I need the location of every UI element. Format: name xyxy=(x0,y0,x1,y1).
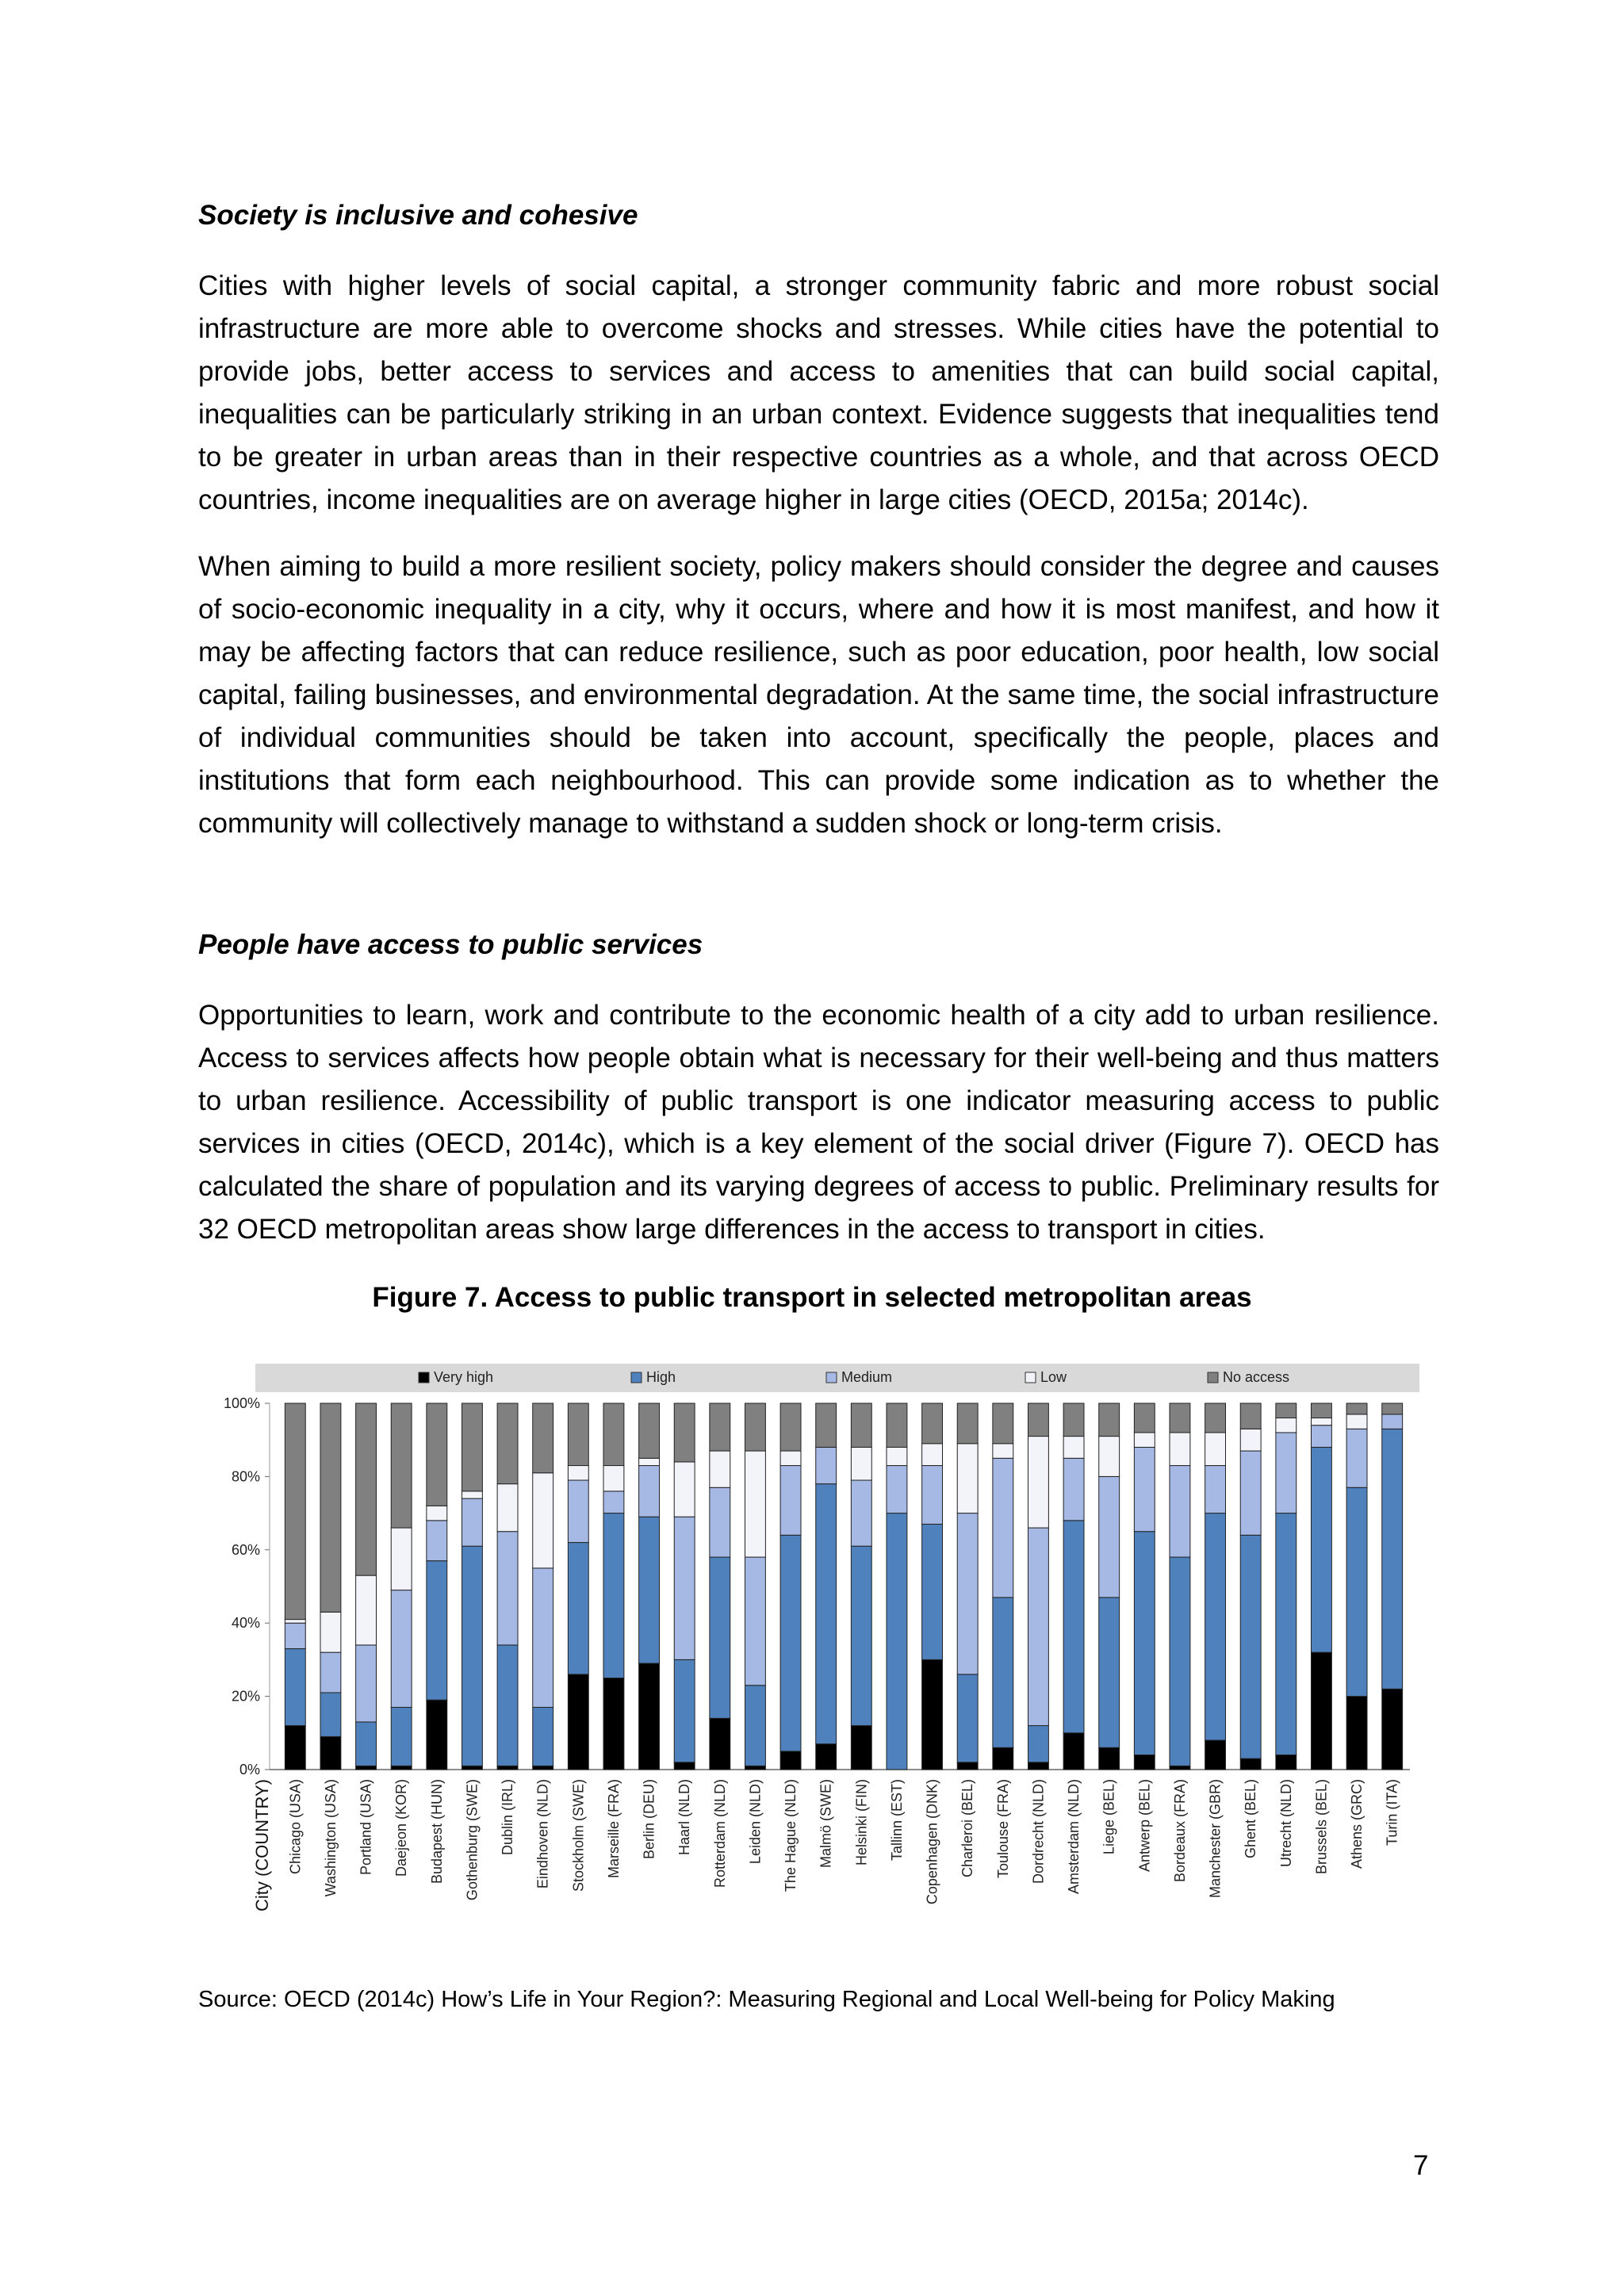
x-tick-label: Amsterdam (NLD) xyxy=(1066,1779,1082,1895)
bar-segment xyxy=(639,1663,660,1770)
bar-segment xyxy=(285,1623,305,1648)
bar-stack xyxy=(710,1403,730,1770)
bar-segment xyxy=(497,1532,518,1645)
bar-segment xyxy=(1276,1513,1297,1755)
bar-stack xyxy=(816,1403,837,1770)
bar-segment xyxy=(285,1649,305,1726)
bar-segment xyxy=(1276,1433,1297,1513)
bar-stack xyxy=(1134,1403,1155,1770)
bar-segment xyxy=(1311,1425,1331,1448)
bar-segment xyxy=(993,1747,1013,1770)
bar-segment xyxy=(356,1575,377,1645)
bar-segment xyxy=(780,1751,801,1770)
bar-segment xyxy=(922,1466,943,1525)
bar-segment xyxy=(462,1546,482,1766)
bar-segment xyxy=(957,1762,978,1770)
y-tick-label: 0% xyxy=(239,1762,260,1777)
x-tick-label: Dordrecht (NLD) xyxy=(1030,1779,1047,1885)
x-tick-label: Brussels (BEL) xyxy=(1313,1779,1330,1875)
bar-segment xyxy=(1346,1414,1367,1429)
bar-segment xyxy=(603,1491,624,1513)
bar-stack xyxy=(639,1403,660,1770)
bar-segment xyxy=(957,1403,978,1444)
bar-stack xyxy=(603,1403,624,1770)
bar-segment xyxy=(533,1473,553,1568)
bar-segment xyxy=(816,1447,837,1483)
bar-segment xyxy=(1346,1487,1367,1696)
bar-stack xyxy=(391,1403,412,1770)
bar-segment xyxy=(603,1678,624,1770)
x-tick-label: Rotterdam (NLD) xyxy=(711,1779,728,1888)
legend-label: Very high xyxy=(434,1369,494,1385)
bar-segment xyxy=(320,1612,341,1652)
chart-bars xyxy=(285,1403,1402,1770)
bar-segment xyxy=(1134,1433,1155,1447)
x-tick-label: Charleroi (BEL) xyxy=(959,1779,976,1878)
bar-segment xyxy=(391,1528,412,1590)
bar-segment xyxy=(674,1659,695,1762)
bar-stack xyxy=(1028,1403,1048,1770)
bar-segment xyxy=(993,1458,1013,1598)
section-paragraph xyxy=(198,545,1439,845)
bar-segment xyxy=(603,1466,624,1491)
bar-segment xyxy=(1134,1532,1155,1755)
y-tick-label: 80% xyxy=(231,1468,260,1485)
bar-segment xyxy=(1205,1433,1226,1466)
x-tick-label: Copenhagen (DNK) xyxy=(924,1779,940,1905)
bar-segment xyxy=(356,1403,377,1575)
bar-stack xyxy=(356,1403,377,1770)
bar-segment xyxy=(816,1484,837,1744)
bar-segment xyxy=(674,1517,695,1659)
bar-segment xyxy=(1382,1429,1403,1689)
x-tick-label: Daejeon (KOR) xyxy=(393,1779,410,1877)
bar-segment xyxy=(1382,1689,1403,1770)
bar-segment xyxy=(356,1645,377,1722)
stacked-bar-chart xyxy=(206,1332,1419,1934)
bar-segment xyxy=(427,1403,447,1506)
bar-segment xyxy=(533,1707,553,1766)
bar-segment xyxy=(1170,1557,1190,1766)
bar-segment xyxy=(816,1744,837,1770)
bar-segment xyxy=(1170,1433,1190,1466)
bar-segment xyxy=(851,1726,871,1770)
bar-segment xyxy=(1170,1466,1190,1558)
legend-swatch xyxy=(1025,1372,1036,1383)
bar-segment xyxy=(1063,1521,1084,1733)
bar-segment xyxy=(887,1403,907,1447)
section-paragraph xyxy=(198,265,1439,522)
bar-segment xyxy=(285,1620,305,1624)
bar-stack xyxy=(1240,1403,1261,1770)
bar-stack xyxy=(780,1403,801,1770)
bar-segment xyxy=(710,1718,730,1770)
bar-segment xyxy=(1205,1513,1226,1740)
page-number: 7 xyxy=(1413,2150,1429,2181)
bar-segment xyxy=(745,1451,765,1557)
x-tick-label: Marseille (FRA) xyxy=(605,1779,622,1879)
legend-label: Low xyxy=(1040,1369,1067,1385)
bar-segment xyxy=(568,1674,588,1770)
x-tick-label: Ghent (BEL) xyxy=(1243,1779,1259,1859)
bar-segment xyxy=(1240,1429,1261,1451)
bar-stack xyxy=(1170,1403,1190,1770)
bar-stack xyxy=(1346,1403,1367,1770)
bar-stack xyxy=(1205,1403,1226,1770)
bar-segment xyxy=(745,1766,765,1770)
bar-segment xyxy=(285,1403,305,1620)
bar-segment xyxy=(1028,1528,1048,1725)
bar-stack xyxy=(887,1403,907,1770)
bar-segment xyxy=(957,1444,978,1513)
bar-segment xyxy=(745,1686,765,1766)
bar-segment xyxy=(1028,1726,1048,1762)
bar-segment xyxy=(533,1766,553,1770)
bar-stack xyxy=(568,1403,588,1770)
y-tick-label: 100% xyxy=(223,1395,260,1411)
x-tick-label: Athens (GRC) xyxy=(1349,1779,1365,1869)
bar-stack xyxy=(922,1403,943,1770)
bar-segment xyxy=(710,1451,730,1487)
bar-segment xyxy=(462,1491,482,1498)
bar-segment xyxy=(922,1659,943,1770)
bar-segment xyxy=(887,1513,907,1770)
bar-segment xyxy=(568,1480,588,1543)
bar-segment xyxy=(639,1466,660,1517)
bar-segment xyxy=(1240,1535,1261,1758)
bar-segment xyxy=(816,1403,837,1447)
bar-stack xyxy=(427,1403,447,1770)
bar-segment xyxy=(887,1466,907,1513)
x-tick-label: Stockholm (SWE) xyxy=(570,1779,587,1892)
x-tick-label: Chicago (USA) xyxy=(287,1779,304,1875)
bar-segment xyxy=(356,1766,377,1770)
bar-stack xyxy=(1382,1403,1403,1770)
y-tick-label: 60% xyxy=(231,1541,260,1558)
x-tick-label: Manchester (GBR) xyxy=(1207,1779,1224,1899)
bar-segment xyxy=(1170,1766,1190,1770)
bar-stack xyxy=(957,1403,978,1770)
bar-segment xyxy=(1346,1697,1367,1770)
bar-stack xyxy=(1311,1403,1331,1770)
bar-segment xyxy=(710,1403,730,1451)
bar-stack xyxy=(533,1403,553,1770)
bar-segment xyxy=(993,1598,1013,1747)
x-tick-label: Turin (ITA) xyxy=(1384,1779,1400,1846)
bar-segment xyxy=(1311,1652,1331,1770)
bar-stack xyxy=(497,1403,518,1770)
x-tick-label: Bordeaux (FRA) xyxy=(1171,1779,1188,1883)
bar-segment xyxy=(674,1462,695,1517)
bar-segment xyxy=(851,1403,871,1447)
y-tick-label: 40% xyxy=(231,1615,260,1632)
bar-stack xyxy=(285,1403,305,1770)
chart-x-axis-title: City (COUNTRY) xyxy=(252,1779,272,1912)
bar-segment xyxy=(745,1557,765,1686)
legend-swatch xyxy=(826,1372,837,1383)
bar-segment xyxy=(568,1466,588,1480)
bar-segment xyxy=(1276,1418,1297,1432)
x-tick-label: Dublin (IRL) xyxy=(500,1779,516,1856)
bar-segment xyxy=(993,1444,1013,1458)
bar-segment xyxy=(922,1524,943,1659)
bar-segment xyxy=(993,1403,1013,1444)
bar-stack xyxy=(320,1403,341,1770)
x-tick-label: Liege (BEL) xyxy=(1101,1779,1117,1855)
bar-segment xyxy=(851,1480,871,1546)
bar-segment xyxy=(533,1403,553,1473)
bar-segment xyxy=(639,1403,660,1458)
bar-segment xyxy=(497,1403,518,1484)
bar-segment xyxy=(1099,1437,1120,1477)
bar-segment xyxy=(533,1568,553,1708)
section-public-services xyxy=(198,929,1439,961)
legend-swatch xyxy=(631,1372,642,1383)
bar-segment xyxy=(1170,1403,1190,1433)
bar-segment xyxy=(1205,1403,1226,1433)
bar-segment xyxy=(462,1403,482,1491)
chart-legend xyxy=(255,1364,1419,1392)
bar-segment xyxy=(1099,1747,1120,1770)
bar-segment xyxy=(568,1543,588,1674)
bar-stack xyxy=(1063,1403,1084,1770)
bar-segment xyxy=(1028,1762,1048,1770)
legend-swatch xyxy=(1208,1372,1218,1383)
bar-segment xyxy=(462,1766,482,1770)
section-paragraph xyxy=(198,994,1439,1251)
x-tick-label: The Hague (NLD) xyxy=(783,1779,799,1892)
bar-segment xyxy=(1028,1437,1048,1529)
bar-segment xyxy=(1240,1451,1261,1535)
figure-title: Figure 7. Access to public transport in selected metropolitan areas xyxy=(372,1282,1252,1313)
bar-segment xyxy=(320,1652,341,1693)
bar-segment xyxy=(1276,1755,1297,1770)
x-tick-label: Berlin (DEU) xyxy=(641,1779,657,1860)
bar-stack xyxy=(851,1403,871,1770)
bar-segment xyxy=(320,1736,341,1770)
paragraph-text: When aiming to build a more resilient society, policy makers should consider the degree and causes of socio-economic inequality in a city, why it occurs, where and how it is most manifest, and how it may be affecting factors that can reduce resilience, such as poor education, poor health, low social capital, failing businesses, and environmental degradation. At the same time, the social infrastructure of individual communities should be taken into account, specifically the people, places and institutions that form each neighbourhood. This can provide some indication as to whether the community will collectively manage to withstand a sudden shock or long-term crisis. xyxy=(198,551,1439,839)
bar-segment xyxy=(1240,1758,1261,1770)
bar-segment xyxy=(427,1561,447,1701)
bar-segment xyxy=(1205,1466,1226,1513)
bar-segment xyxy=(851,1546,871,1725)
bar-segment xyxy=(780,1451,801,1465)
bar-segment xyxy=(1134,1447,1155,1531)
bar-segment xyxy=(320,1403,341,1612)
section-inclusive-society xyxy=(198,200,1439,232)
bar-stack xyxy=(462,1403,482,1770)
bar-segment xyxy=(1063,1403,1084,1437)
bar-segment xyxy=(391,1590,412,1708)
bar-segment xyxy=(427,1700,447,1770)
bar-stack xyxy=(993,1403,1013,1770)
x-tick-label: Portland (USA) xyxy=(358,1779,374,1876)
bar-segment xyxy=(639,1517,660,1663)
bar-segment xyxy=(427,1521,447,1561)
bar-segment xyxy=(887,1447,907,1465)
legend-swatch xyxy=(419,1372,429,1383)
section-heading: People have access to public services xyxy=(198,929,703,960)
bar-segment xyxy=(1311,1418,1331,1425)
x-tick-label: Leiden (NLD) xyxy=(747,1779,764,1865)
bar-segment xyxy=(1311,1447,1331,1652)
bar-segment xyxy=(780,1466,801,1536)
bar-segment xyxy=(745,1403,765,1451)
legend-label: High xyxy=(646,1369,676,1385)
bar-segment xyxy=(780,1535,801,1751)
bar-segment xyxy=(710,1557,730,1718)
bar-segment xyxy=(922,1403,943,1444)
bar-segment xyxy=(957,1674,978,1762)
bar-segment xyxy=(497,1766,518,1770)
bar-segment xyxy=(1099,1403,1120,1437)
bar-segment xyxy=(285,1726,305,1770)
x-tick-label: Toulouse (FRA) xyxy=(994,1779,1011,1879)
bar-segment xyxy=(497,1645,518,1766)
bar-segment xyxy=(1063,1458,1084,1521)
bar-segment xyxy=(391,1707,412,1766)
x-tick-label: Budapest (HUN) xyxy=(428,1779,445,1885)
bar-segment xyxy=(1063,1437,1084,1459)
bar-segment xyxy=(1346,1403,1367,1414)
x-tick-label: Washington (USA) xyxy=(322,1779,339,1897)
bar-segment xyxy=(780,1403,801,1451)
bar-segment xyxy=(603,1403,624,1466)
bar-segment xyxy=(320,1693,341,1736)
chart-x-tick-labels xyxy=(287,1779,1400,1904)
bar-segment xyxy=(1276,1403,1297,1418)
bar-segment xyxy=(1346,1429,1367,1487)
bar-segment xyxy=(851,1447,871,1480)
bar-segment xyxy=(1382,1403,1403,1414)
bar-segment xyxy=(1205,1740,1226,1770)
bar-segment xyxy=(391,1403,412,1528)
paragraph-text: Cities with higher levels of social capital, a stronger community fabric and more robust social infrastructure are more able to overcome shocks and stresses. While cities have the potential to provide jobs, better access to services and access to amenities that can build social capital, inequalities can be particularly striking in an urban context. Evidence suggests that inequalities tend to be greater in urban areas than in their respective countries as a whole, and that across OECD countries, income inequalities are on average higher in large cities (OECD, 2015a; 2014c). xyxy=(198,270,1439,515)
x-tick-label: Utrecht (NLD) xyxy=(1277,1779,1294,1868)
bar-segment xyxy=(710,1487,730,1557)
bar-stack xyxy=(1099,1403,1120,1770)
x-tick-label: Haarl (NLD) xyxy=(676,1779,693,1856)
section-heading: Society is inclusive and cohesive xyxy=(198,200,638,231)
bar-segment xyxy=(639,1458,660,1465)
bar-segment xyxy=(1028,1403,1048,1437)
bar-segment xyxy=(497,1484,518,1532)
bar-segment xyxy=(391,1766,412,1770)
x-tick-label: Antwerp (BEL) xyxy=(1136,1779,1153,1873)
bar-segment xyxy=(922,1444,943,1466)
y-tick-label: 20% xyxy=(231,1688,260,1705)
bar-segment xyxy=(356,1722,377,1766)
legend-label: Medium xyxy=(841,1369,893,1385)
bar-segment xyxy=(1382,1414,1403,1429)
paragraph-text: Opportunities to learn, work and contribute to the economic health of a city add to urban resilience. Access to services affects how people obtain what is necessary for their well-being and thus matters to urban resilience. Accessibility of public transport is one indicator measuring access to public services in cities (OECD, 2014c), which is a key element of the social driver (Figure 7). OECD has calculated the share of population and its varying degrees of access to public. Preliminary results for 32 OECD metropolitan areas show large differences in the access to transport in cities. xyxy=(198,1000,1439,1245)
bar-segment xyxy=(1099,1598,1120,1747)
x-tick-label: Helsinki (FIN) xyxy=(853,1779,870,1866)
x-tick-label: Gothenburg (SWE) xyxy=(464,1779,481,1901)
bar-segment xyxy=(674,1403,695,1462)
source-note: Source: OECD (2014c) How’s Life in Your Region?: Measuring Regional and Local Well-being for Policy Making xyxy=(198,1987,1335,2012)
bar-segment xyxy=(603,1513,624,1678)
bar-stack xyxy=(1276,1403,1297,1770)
x-tick-label: Malmö (SWE) xyxy=(818,1779,834,1868)
legend-label: No access xyxy=(1223,1369,1290,1385)
bar-stack xyxy=(745,1403,765,1770)
bar-segment xyxy=(1311,1403,1331,1418)
bar-segment xyxy=(1134,1755,1155,1770)
bar-segment xyxy=(674,1762,695,1770)
x-tick-label: Eindhoven (NLD) xyxy=(534,1779,551,1889)
bar-segment xyxy=(462,1498,482,1546)
bar-segment xyxy=(1099,1476,1120,1597)
bar-segment xyxy=(568,1403,588,1466)
x-tick-label: Tallinn (EST) xyxy=(888,1779,905,1862)
bar-segment xyxy=(957,1513,978,1674)
bar-stack xyxy=(674,1403,695,1770)
bar-segment xyxy=(1240,1403,1261,1429)
bar-segment xyxy=(1134,1403,1155,1433)
bar-segment xyxy=(427,1506,447,1520)
bar-segment xyxy=(1063,1733,1084,1770)
